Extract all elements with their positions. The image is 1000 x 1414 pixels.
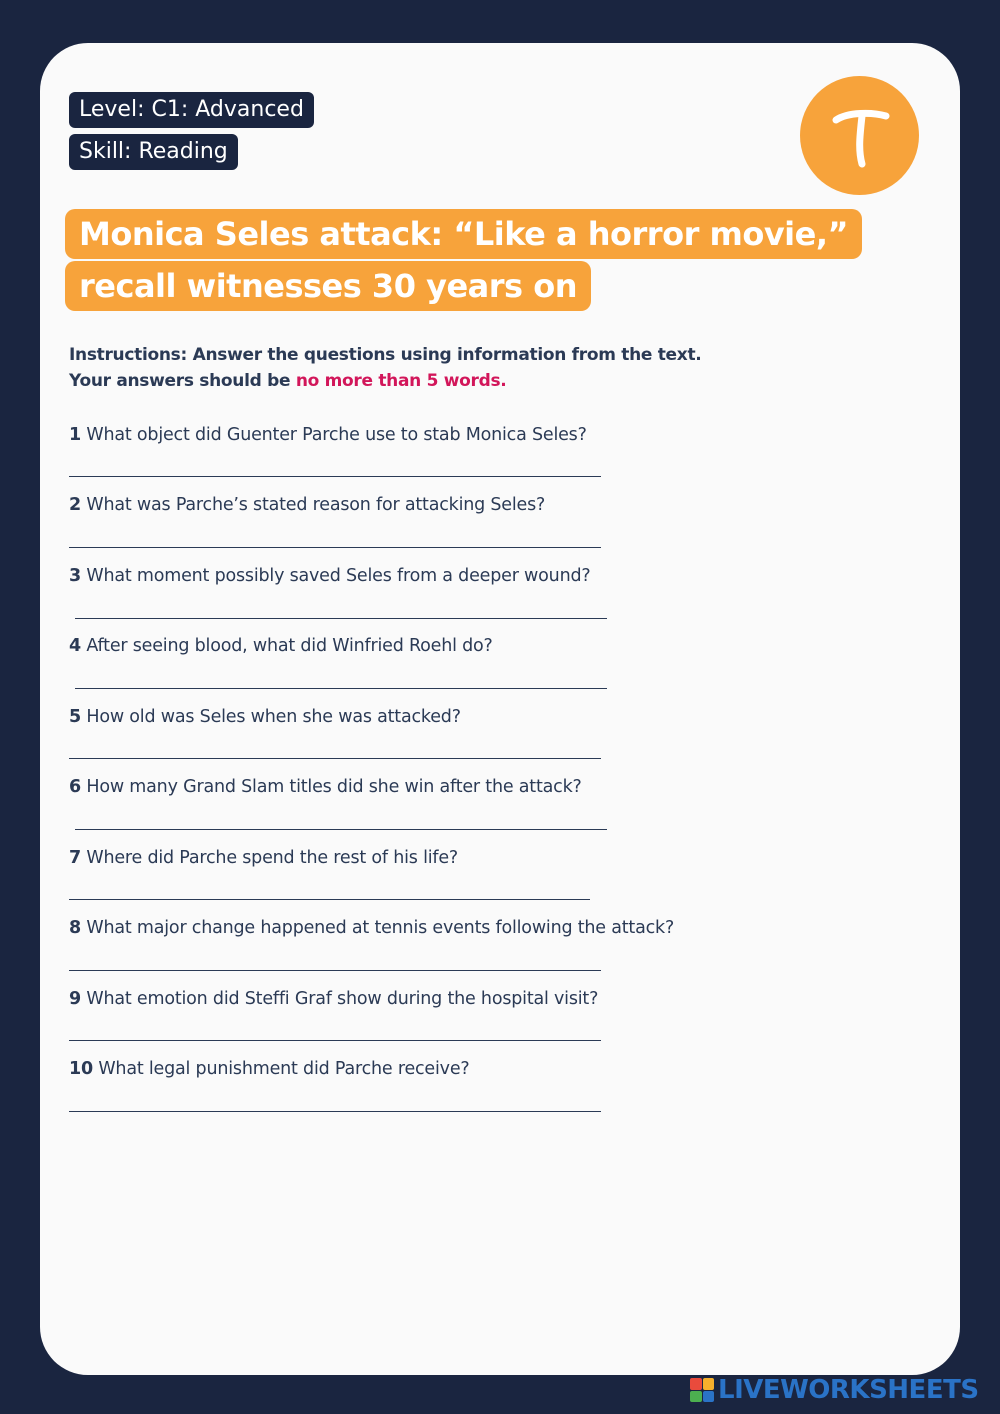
question-2 (69, 495, 545, 515)
question-text: After seeing blood, what did Winfried Roehl do? (86, 636, 493, 656)
worksheet-title-line1: Monica Seles attack: “Like a horror movie,” (65, 209, 862, 259)
question-text: Where did Parche spend the rest of his life? (86, 848, 459, 868)
question-number: 9 (69, 989, 81, 1009)
question-text: What object did Guenter Parche use to stab Monica Seles? (86, 425, 587, 445)
answer-line-4[interactable] (75, 688, 607, 689)
question-7 (69, 848, 458, 868)
worksheet-title-line2: recall witnesses 30 years on (65, 261, 591, 311)
question-number: 7 (69, 848, 81, 868)
answer-line-8[interactable] (69, 970, 601, 971)
question-number: 2 (69, 495, 81, 515)
answer-line-7[interactable] (69, 899, 590, 900)
instructions-line1: Instructions: Answer the questions using information from the text. (69, 345, 702, 365)
level-tag: Level: C1: Advanced (69, 92, 314, 128)
instructions-line2 (69, 368, 701, 394)
question-3 (69, 566, 590, 586)
question-text: What moment possibly saved Seles from a deeper wound? (86, 566, 591, 586)
t-logo-icon (800, 76, 919, 195)
watermark-text: LIVEWORKSHEETS (718, 1375, 979, 1405)
question-4 (69, 636, 493, 656)
liveworksheets-watermark[interactable] (690, 1376, 979, 1404)
question-number: 4 (69, 636, 81, 656)
question-number: 3 (69, 566, 81, 586)
question-text: What emotion did Steffi Graf show during the hospital visit? (86, 989, 599, 1009)
answer-line-6[interactable] (75, 829, 607, 830)
answer-line-5[interactable] (69, 758, 601, 759)
answer-line-3[interactable] (75, 618, 607, 619)
question-1 (69, 425, 587, 445)
question-text: What major change happened at tennis events following the attack? (86, 918, 675, 938)
instructions-prefix: Your answers should be (69, 371, 296, 391)
answer-line-10[interactable] (69, 1111, 601, 1112)
answer-line-1[interactable] (69, 476, 601, 477)
question-text: What legal punishment did Parche receive? (98, 1059, 470, 1079)
question-9 (69, 989, 598, 1009)
question-text: How many Grand Slam titles did she win after the attack? (86, 777, 582, 797)
question-text: What was Parche’s stated reason for attacking Seles? (86, 495, 546, 515)
question-number: 5 (69, 707, 81, 727)
question-number: 8 (69, 918, 81, 938)
word-limit-highlight: no more than 5 words. (295, 371, 507, 391)
answer-line-2[interactable] (69, 547, 601, 548)
question-6 (69, 777, 582, 797)
question-10 (69, 1059, 469, 1079)
question-5 (69, 707, 461, 727)
question-number: 6 (69, 777, 81, 797)
skill-tag: Skill: Reading (69, 134, 238, 170)
instructions (69, 342, 701, 394)
question-number: 10 (69, 1059, 93, 1079)
question-number: 1 (69, 425, 81, 445)
question-text: How old was Seles when she was attacked? (86, 707, 461, 727)
question-8 (69, 918, 674, 938)
liveworksheets-logo-icon (690, 1378, 714, 1402)
answer-line-9[interactable] (69, 1040, 601, 1041)
